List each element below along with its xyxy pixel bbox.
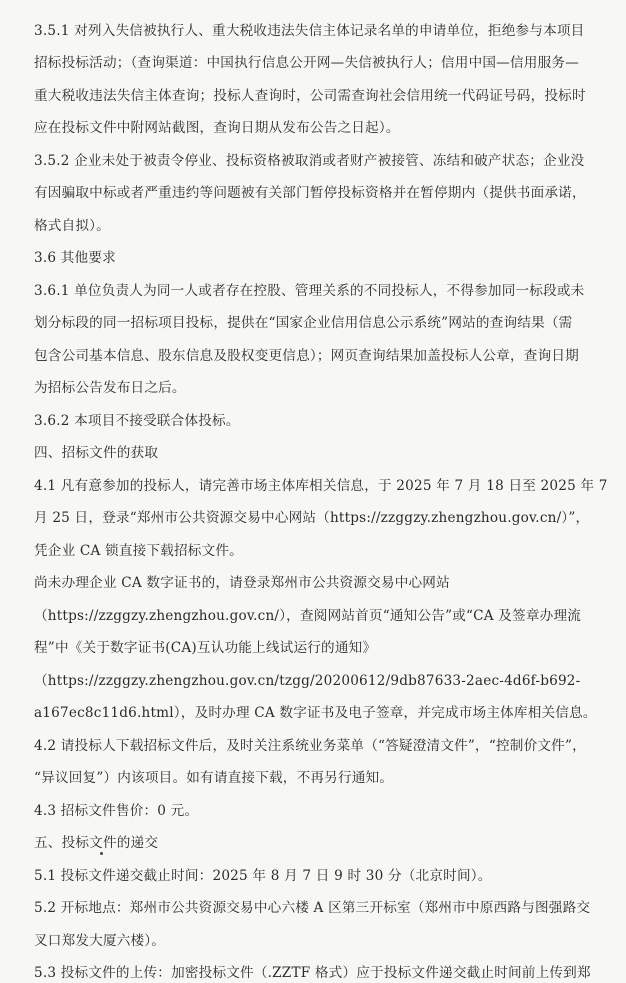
text-line-15: 4.1 凡有意参加的投标人，请完善市场主体库相关信息，于 2025 年 7 月 18 日至 2025 年 7 xyxy=(34,478,608,494)
text-line-20: 程”中《关于数字证书(CA)互认功能上线试运行的通知》 xyxy=(34,640,377,656)
text-line-4: 应在投标文件中附网站截图，查询日期从发布公告之日起）。 xyxy=(34,120,400,136)
text-line-16: 月 25 日，登录“郑州市公共资源交易中心网站（https://zzggzy.zhengzhou.gov.cn/）”， xyxy=(34,510,590,526)
text-line-21: （https://zzggzy.zhengzhou.gov.cn/tzgg/20200612/9db87633-2aec-4d6f-b692- xyxy=(34,673,581,689)
text-line-7: 格式自拟）。 xyxy=(34,218,110,234)
text-line-24: “异议回复”）内该项目。如有请直接下载，不再另行通知。 xyxy=(34,770,394,786)
text-line-27: 5.1 投标文件递交截止时间：2025 年 8 月 7 日 9 时 30 分（北京时间）。 xyxy=(34,868,492,884)
text-line-25: 4.3 招标文件售价：0 元。 xyxy=(34,803,199,819)
text-line-10: 划分标段的同一招标项目投标，提供在“国家企业信用信息公示系统”网站的查询结果（需 xyxy=(34,315,573,331)
text-line-13: 3.6.2 本项目不接受联合体投标。 xyxy=(34,413,240,429)
text-line-23: 4.2 请投标人下载招标文件后，及时关注系统业务菜单（“答疑澄清文件”，“控制价文件”， xyxy=(34,738,586,754)
text-line-9: 3.6.1 单位负责人为同一人或者存在控股、管理关系的不同投标人，不得参加同一标段或未 xyxy=(34,283,585,299)
text-line-12: 为招标公告发布日之后。 xyxy=(34,380,186,396)
text-line-30: 5.3 投标文件的上传：加密投标文件（.ZZTF 格式）应于投标文件递交截止时间前上传到郑 xyxy=(34,965,591,981)
text-line-17: 凭企业 CA 锁直接下载招标文件。 xyxy=(34,543,243,559)
text-line-6: 有因骗取中标或者严重违约等问题被有关部门暂停投标资格并在暂停期内（提供书面承诺， xyxy=(34,185,586,201)
text-line-5: 3.5.2 企业未处于被责令停业、投标资格被取消或者财产被接管、冻结和破产状态；企业没 xyxy=(34,153,585,169)
text-line-18: 尚未办理企业 CA 数字证书的，请登录郑州市公共资源交易中心网站 xyxy=(34,575,450,591)
text-line-11: 包含公司基本信息、股东信息及股权变更信息）；网页查询结果加盖投标人公章，查询日期 xyxy=(34,348,579,364)
text-line-19: （https://zzggzy.zhengzhou.gov.cn/），查阅网站首页“通知公告”或“CA 及签章办理流 xyxy=(34,608,582,624)
text-line-3: 重大税收违法失信主体查询；投标人查询时，公司需查询社会信用统一代码证号码，投标时 xyxy=(34,88,586,104)
section-heading-3-6: 3.6 其他要求 xyxy=(34,250,116,266)
section-heading-5: 五、投标文件的递交 xyxy=(34,835,159,851)
section-heading-4: 四、招标文件的获取 xyxy=(34,445,159,461)
text-line-22: a167ec8c11d6.html），及时办理 CA 数字证书及电子签章，并完成市场主体库相关信息。 xyxy=(34,705,597,721)
text-line-1: 3.5.1 对列入失信被执行人、重大税收违法失信主体记录名单的申请单位，拒绝参与本项目 xyxy=(34,23,585,39)
text-line-2: 招标投标活动；（查询渠道：中国执行信息公开网—失信被执行人；信用中国—信用服务— xyxy=(34,55,579,71)
text-line-28: 5.2 开标地点：郑州市公共资源交易中心六楼 A 区第三开标室（郑州市中原西路与图强路交 xyxy=(34,900,591,916)
scan-speck xyxy=(100,852,103,855)
text-line-29: 叉口郑发大厦六楼）。 xyxy=(34,933,166,949)
